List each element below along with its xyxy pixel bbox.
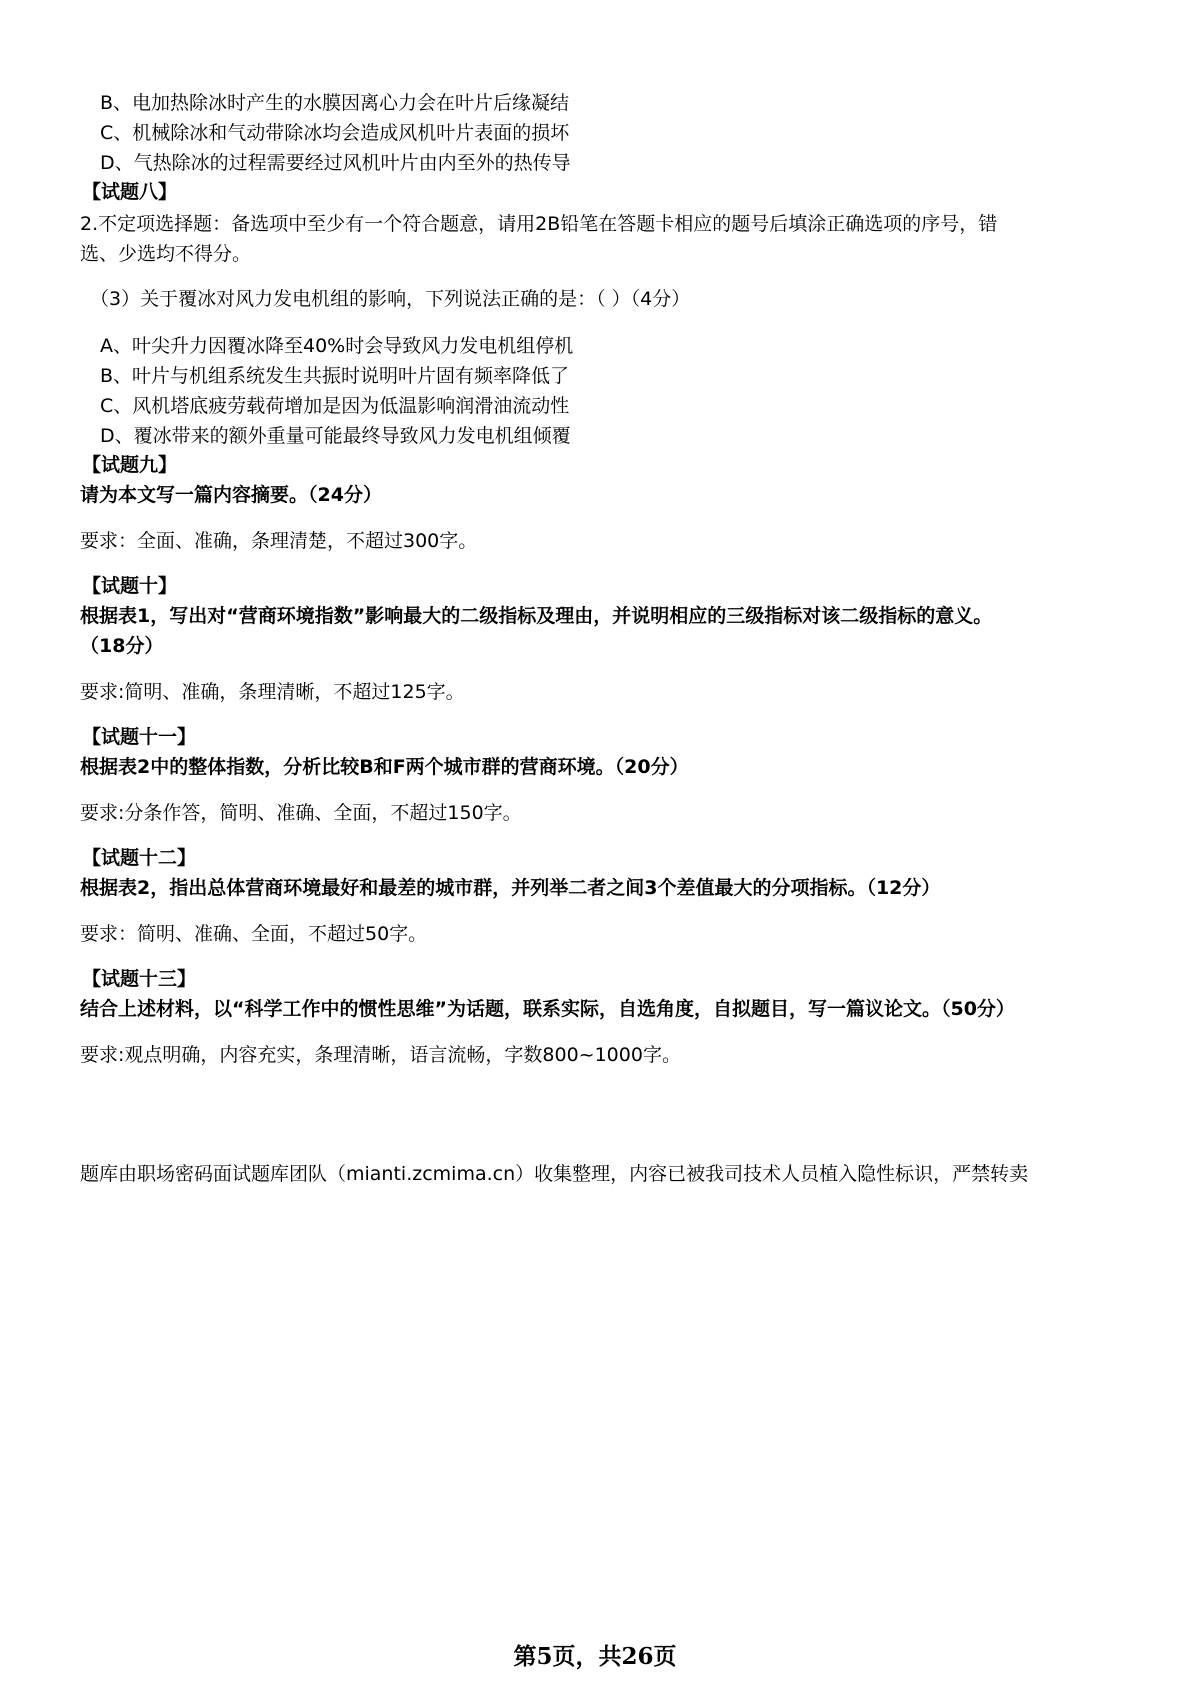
q8-option-d: D、覆冰带来的额外重量可能最终导致风力发电机组倾覆 (100, 425, 571, 447)
q9-heading: 【试题九】 (82, 454, 178, 476)
q9-requirement: 要求：全面、准确，条理清楚，不超过300字。 (80, 530, 478, 552)
copyright-notice: 题库由职场密码面试题库团队（mianti.zcmima.cn）收集整理，内容已被我司技术人员植入隐性标识，严禁转卖 (80, 1163, 1029, 1185)
q10-question-line1: 根据表1，写出对“营商环境指数”影响最大的二级指标及理由，并说明相应的三级指标对该二级指标的意义。 (80, 605, 993, 627)
q13-heading: 【试题十三】 (82, 968, 197, 990)
q10-heading: 【试题十】 (82, 575, 178, 597)
q13-question: 结合上述材料，以“科学工作中的惯性思维”为话题，联系实际，自选角度，自拟题目，写一篇议论文。（50分） (80, 998, 1015, 1020)
q7-option-b: B、电加热除冰时产生的水膜因离心力会在叶片后缘凝结 (100, 92, 570, 114)
q10-question-line2: （18分） (80, 635, 164, 657)
q8-option-b: B、叶片与机组系统发生共振时说明叶片固有频率降低了 (100, 365, 570, 387)
q10-requirement: 要求:简明、准确，条理清晰，不超过125字。 (80, 681, 465, 703)
q11-question: 根据表2中的整体指数，分析比较B和F两个城市群的营商环境。（20分） (80, 756, 689, 778)
q8-option-a: A、叶尖升力因覆冰降至40%时会导致风力发电机组停机 (100, 335, 574, 357)
q8-option-c: C、风机塔底疲劳载荷增加是因为低温影响润滑油流动性 (100, 395, 570, 417)
q8-question: （3）关于覆冰对风力发电机组的影响，下列说法正确的是：（ ）（4分） (90, 288, 691, 310)
page-number-footer: 第5页，共26页 (513, 1643, 677, 1670)
q12-heading: 【试题十二】 (82, 847, 197, 869)
q11-requirement: 要求:分条作答，简明、准确、全面，不超过150字。 (80, 802, 522, 824)
q11-heading: 【试题十一】 (82, 726, 197, 748)
q12-question: 根据表2，指出总体营商环境最好和最差的城市群，并列举二者之间3个差值最大的分项指标。（12分） (80, 877, 941, 899)
q8-heading: 【试题八】 (82, 181, 178, 203)
q9-question: 请为本文写一篇内容摘要。（24分） (80, 484, 382, 506)
q12-requirement: 要求：简明、准确、全面，不超过50字。 (80, 923, 428, 945)
q13-requirement: 要求:观点明确，内容充实，条理清晰，语言流畅，字数800~1000字。 (80, 1044, 681, 1066)
q7-option-d: D、气热除冰的过程需要经过风机叶片由内至外的热传导 (100, 152, 571, 174)
q7-option-c: C、机械除冰和气动带除冰均会造成风机叶片表面的损坏 (100, 122, 570, 144)
q8-instruction-line2: 选、少选均不得分。 (80, 243, 252, 265)
q8-instruction-line1: 2.不定项选择题：备选项中至少有一个符合题意，请用2B铅笔在答题卡相应的题号后填涂正确选项的序号，错 (80, 213, 998, 235)
